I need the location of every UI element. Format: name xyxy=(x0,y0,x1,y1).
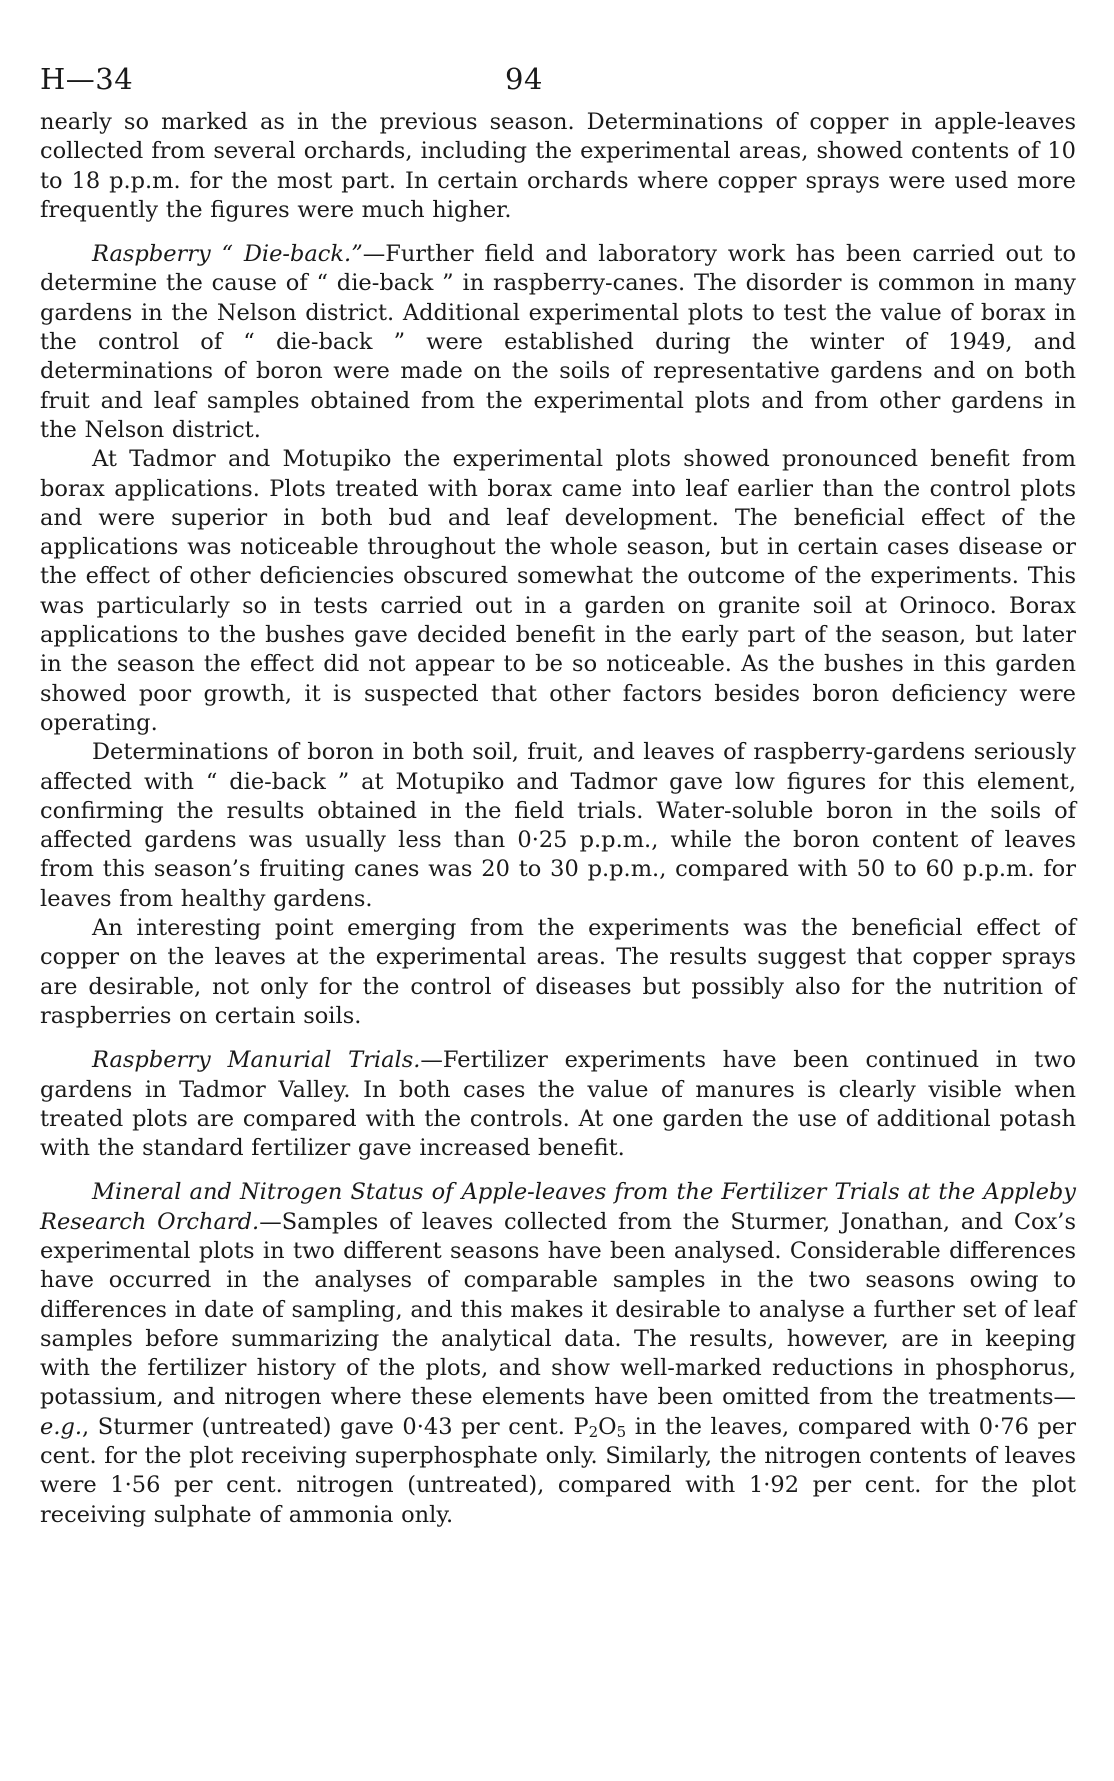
paragraph-copper-benefit xyxy=(40,914,1076,1031)
body-text xyxy=(40,108,1076,1530)
paragraph-text: —Fertilizer experiments have been continued in two gardens in Tadmor Valley. In both cases the value of manures is clearly visible when treated plots are compared with the controls. At one garden the use of additional potash with the standard fertilizer gave increased benefit. xyxy=(40,1047,1076,1162)
page-number: 94 xyxy=(505,62,543,96)
subscript-2: 2 xyxy=(588,1422,599,1441)
paragraph-text: in the leaves, compared with 0·76 per cent. for the plot receiving superphosphate only. Similarly, the nitrogen contents of leaves were 1·56 per cent. nitrogen (untreated), compared with 1·92 per cent. for the plot receiving sulphate of ammonia only. xyxy=(40,1413,1076,1528)
paragraph-text: —Samples of leaves collected from the Sturmer, Jonathan, and Cox’s experimental plots in two different seasons have been analysed. Considerable differences have occurred in the analyses of comparable samples in the two seasons owing to differences in date of sampling, and this makes it desirable to analyse a further set of leaf samples before summarizing the analytical data. The results, however, are in keeping with the fertilizer history of the plots, and show well-marked reductions in phosphorus, potassium, and nitrogen where these elements have been omitted from the treatments— xyxy=(40,1208,1076,1411)
section-heading-manurial-trials: Raspberry Manurial Trials. xyxy=(92,1047,421,1074)
paragraph-text: At Tadmor and Motupiko the experimental plots showed pronounced benefit from borax applications. Plots treated with borax came into leaf earlier than the control plots and were superior in both bud and leaf development. The beneficial effect of the applications was noticeable throughout the whole season, but in certain cases disease or the effect of other deficiencies obscured somewhat the outcome of the experiments. This was particularly so in tests carried out in a garden on granite soil at Orinoco. Borax applications to the bushes gave decided benefit in the early part of the season, but later in the season the effect did not appear to be so noticeable. As the bushes in this garden showed poor growth, it is suspected that other factors besides boron deficiency were operating. xyxy=(40,446,1076,736)
paragraph-text: —Further field and laboratory work has been carried out to determine the cause of “ die-back ” in raspberry-canes. The disorder is common in many gardens in the Nelson district. Additional experimental plots to test the value of borax in the control of “ die-back ” were established during the winter of 1949, and determinations of boron were made on the soils of representative gardens and on both fruit and leaf samples obtained from the experimental plots and from other gardens in the Nelson district. xyxy=(40,241,1077,443)
document-page xyxy=(40,62,1076,1530)
eg-abbreviation: e.g. xyxy=(40,1413,83,1440)
paragraph-manurial-trials xyxy=(40,1046,1076,1163)
paragraph-apple-leaves-status xyxy=(40,1178,1076,1530)
paragraph-text: O xyxy=(598,1413,617,1440)
running-head: H—34 xyxy=(40,62,134,96)
paragraph-tadmor-motupiko xyxy=(40,445,1076,738)
page-header xyxy=(40,62,1076,108)
paragraph-boron-determinations xyxy=(40,738,1076,914)
subscript-5: 5 xyxy=(616,1422,627,1441)
paragraph-text: , Sturmer (untreated) gave 0·43 per cent. P xyxy=(82,1413,589,1440)
paragraph-text: nearly so marked as in the previous season. Determinations of copper in apple-leaves collected from several orchards, including the experimental areas, showed contents of 10 to 18 p.p.m. for the most part. In certain orchards where copper sprays were used more frequently the figures were much higher. xyxy=(40,109,1076,223)
paragraph-text: Determinations of boron in both soil, fruit, and leaves of raspberry-gardens seriously affected with “ die-back ” at Motupiko and Tadmor gave low figures for this element, confirming the results obtained in the field trials. Water-soluble boron in the soils of affected gardens was usually less than 0·25 p.p.m., while the boron content of leaves from this season’s fruiting canes was 20 to 30 p.p.m., compared with 50 to 60 p.p.m. for leaves from healthy gardens. xyxy=(40,739,1076,912)
section-heading-apple-leaves: Mineral and Nitrogen Status of Apple-leaves from the Fertilizer Trials at the Appleby Research Orchard. xyxy=(40,1179,1076,1235)
paragraph-raspberry-die-back xyxy=(40,240,1076,445)
paragraph-text: An interesting point emerging from the experiments was the beneficial effect of copper on the leaves at the experimental areas. The results suggest that copper sprays are desirable, not only for the control of diseases but possibly also for the nutrition of raspberries on certain soils. xyxy=(40,915,1076,1029)
paragraph-copper-continuation xyxy=(40,108,1076,225)
section-heading-die-back: Raspberry “ Die-back.” xyxy=(92,241,363,268)
